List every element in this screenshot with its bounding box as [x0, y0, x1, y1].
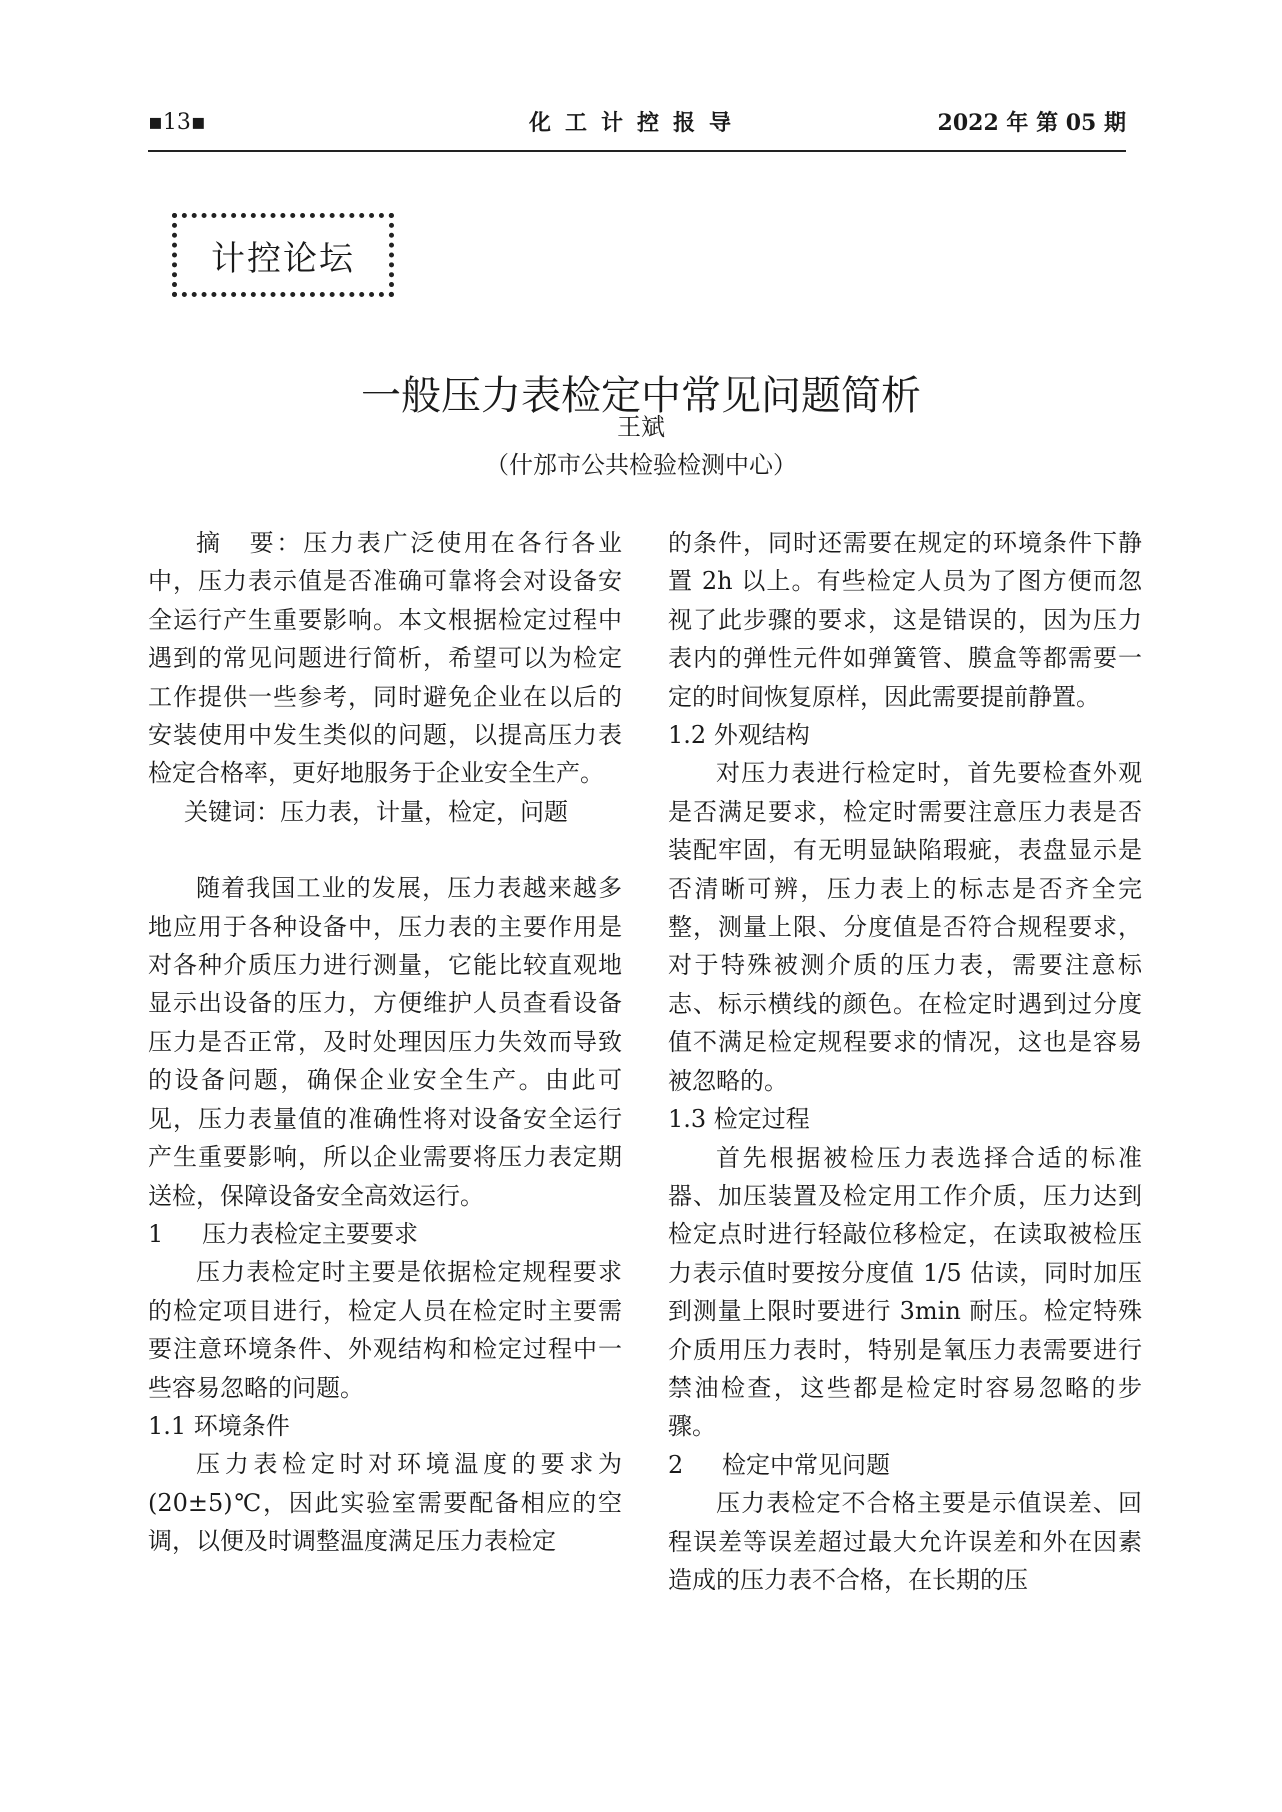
- left-column: [148, 524, 622, 1561]
- column-label: 计控论坛: [211, 238, 355, 279]
- article-title: 一般压力表检定中常见问题简析: [361, 372, 921, 419]
- section-1-body: 压力表检定时主要是依据检定规程要求的检定项目进行，检定人员在检定时主要需要注意环境条件、外观结构和检定过程中一些容易忽略的问题。: [148, 1258, 622, 1402]
- section-2-body: 压力表检定不合格主要是示值误差、回程误差等误差超过最大允许误差和外在因素造成的压力表不合格，在长期的压: [668, 1489, 1142, 1594]
- section-2-heading: [668, 1446, 1142, 1484]
- page-header: [148, 108, 1126, 148]
- section-1-2-body: 对压力表进行检定时，首先要检查外观是否满足要求，检定时需要注意压力表是否装配牢固，有无明显缺陷瑕疵，表盘显示是否清晰可辨，压力表上的标志是否齐全完整，测量上限、分度值是否符合规程要求，对于特殊被测介质的压力表，需要注意标志、标示横线的颜色。在检定时遇到过分度值不满足检定规程要求的情况，这也是容易被忽略的。: [668, 759, 1142, 1095]
- section-1-1-body: 压力表检定时对环境温度的要求为(20±5)℃，因此实验室需要配备相应的空调，以便及时调整温度满足压力表检定: [148, 1450, 622, 1556]
- section-2-number: 2: [668, 1450, 684, 1479]
- author-affiliation: （什邡市公共检验检测中心）: [485, 451, 797, 479]
- section-1-3-body: 首先根据被检压力表选择合适的标准器、加压装置及检定用工作介质，压力达到检定点时进行轻敲位移检定，在读取被检压力表示值时要按分度值 1/5 估读，同时加压到测量上限时要进行 3min 耐压。检定特殊介质用压力表时，特别是氧压力表需要进行禁油检查，这些都是检定时容易忽略的步骤。: [668, 1143, 1142, 1441]
- author-name: 王斌: [617, 413, 665, 441]
- section-1-title: 压力表检定主要要求: [202, 1219, 418, 1248]
- column-label-box: [172, 213, 394, 297]
- header-rule: [148, 150, 1126, 152]
- keywords: 关键词：压力表，计量，检定，问题: [184, 797, 568, 826]
- page-number: ▪13▪: [148, 110, 206, 135]
- section-1-2-heading: 1.2 外观结构: [668, 721, 810, 750]
- spacer: [148, 831, 622, 869]
- section-1-1-heading: 1.1 环境条件: [148, 1411, 290, 1440]
- section-1-heading: [148, 1215, 622, 1253]
- right-column: [668, 524, 1142, 1599]
- intro-paragraph: 随着我国工业的发展，压力表越来越多地应用于各种设备中，压力表的主要作用是对各种介质压力进行测量，它能比较直观地显示出设备的压力，方便维护人员查看设备压力是否正常，及时处理因压力失效而导致的设备问题，确保企业安全生产。由此可见，压力表量值的准确性将对设备安全运行产生重要影响，所以企业需要将压力表定期送检，保障设备安全高效运行。: [148, 874, 622, 1210]
- journal-name: 化工计控报导: [528, 110, 745, 136]
- section-2-title: 检定中常见问题: [722, 1450, 890, 1479]
- section-1-number: 1: [148, 1219, 164, 1248]
- issue-number: 2022 年 第 05 期: [937, 110, 1126, 136]
- continued-paragraph: 的条件，同时还需要在规定的环境条件下静置 2h 以上。有些检定人员为了图方便而忽视了此步骤的要求，这是错误的，因为压力表内的弹性元件如弹簧管、膜盒等都需要一定的时间恢复原样，因此需要提前静置。: [668, 529, 1142, 711]
- section-1-3-heading: 1.3 检定过程: [668, 1105, 810, 1134]
- abstract: 摘 要：压力表广泛使用在各行各业中，压力表示值是否准确可靠将会对设备安全运行产生重要影响。本文根据检定过程中遇到的常见问题进行简析，希望可以为检定工作提供一些参考，同时避免企业在以后的安装使用中发生类似的问题，以提高压力表检定合格率，更好地服务于企业安全生产。: [148, 529, 622, 788]
